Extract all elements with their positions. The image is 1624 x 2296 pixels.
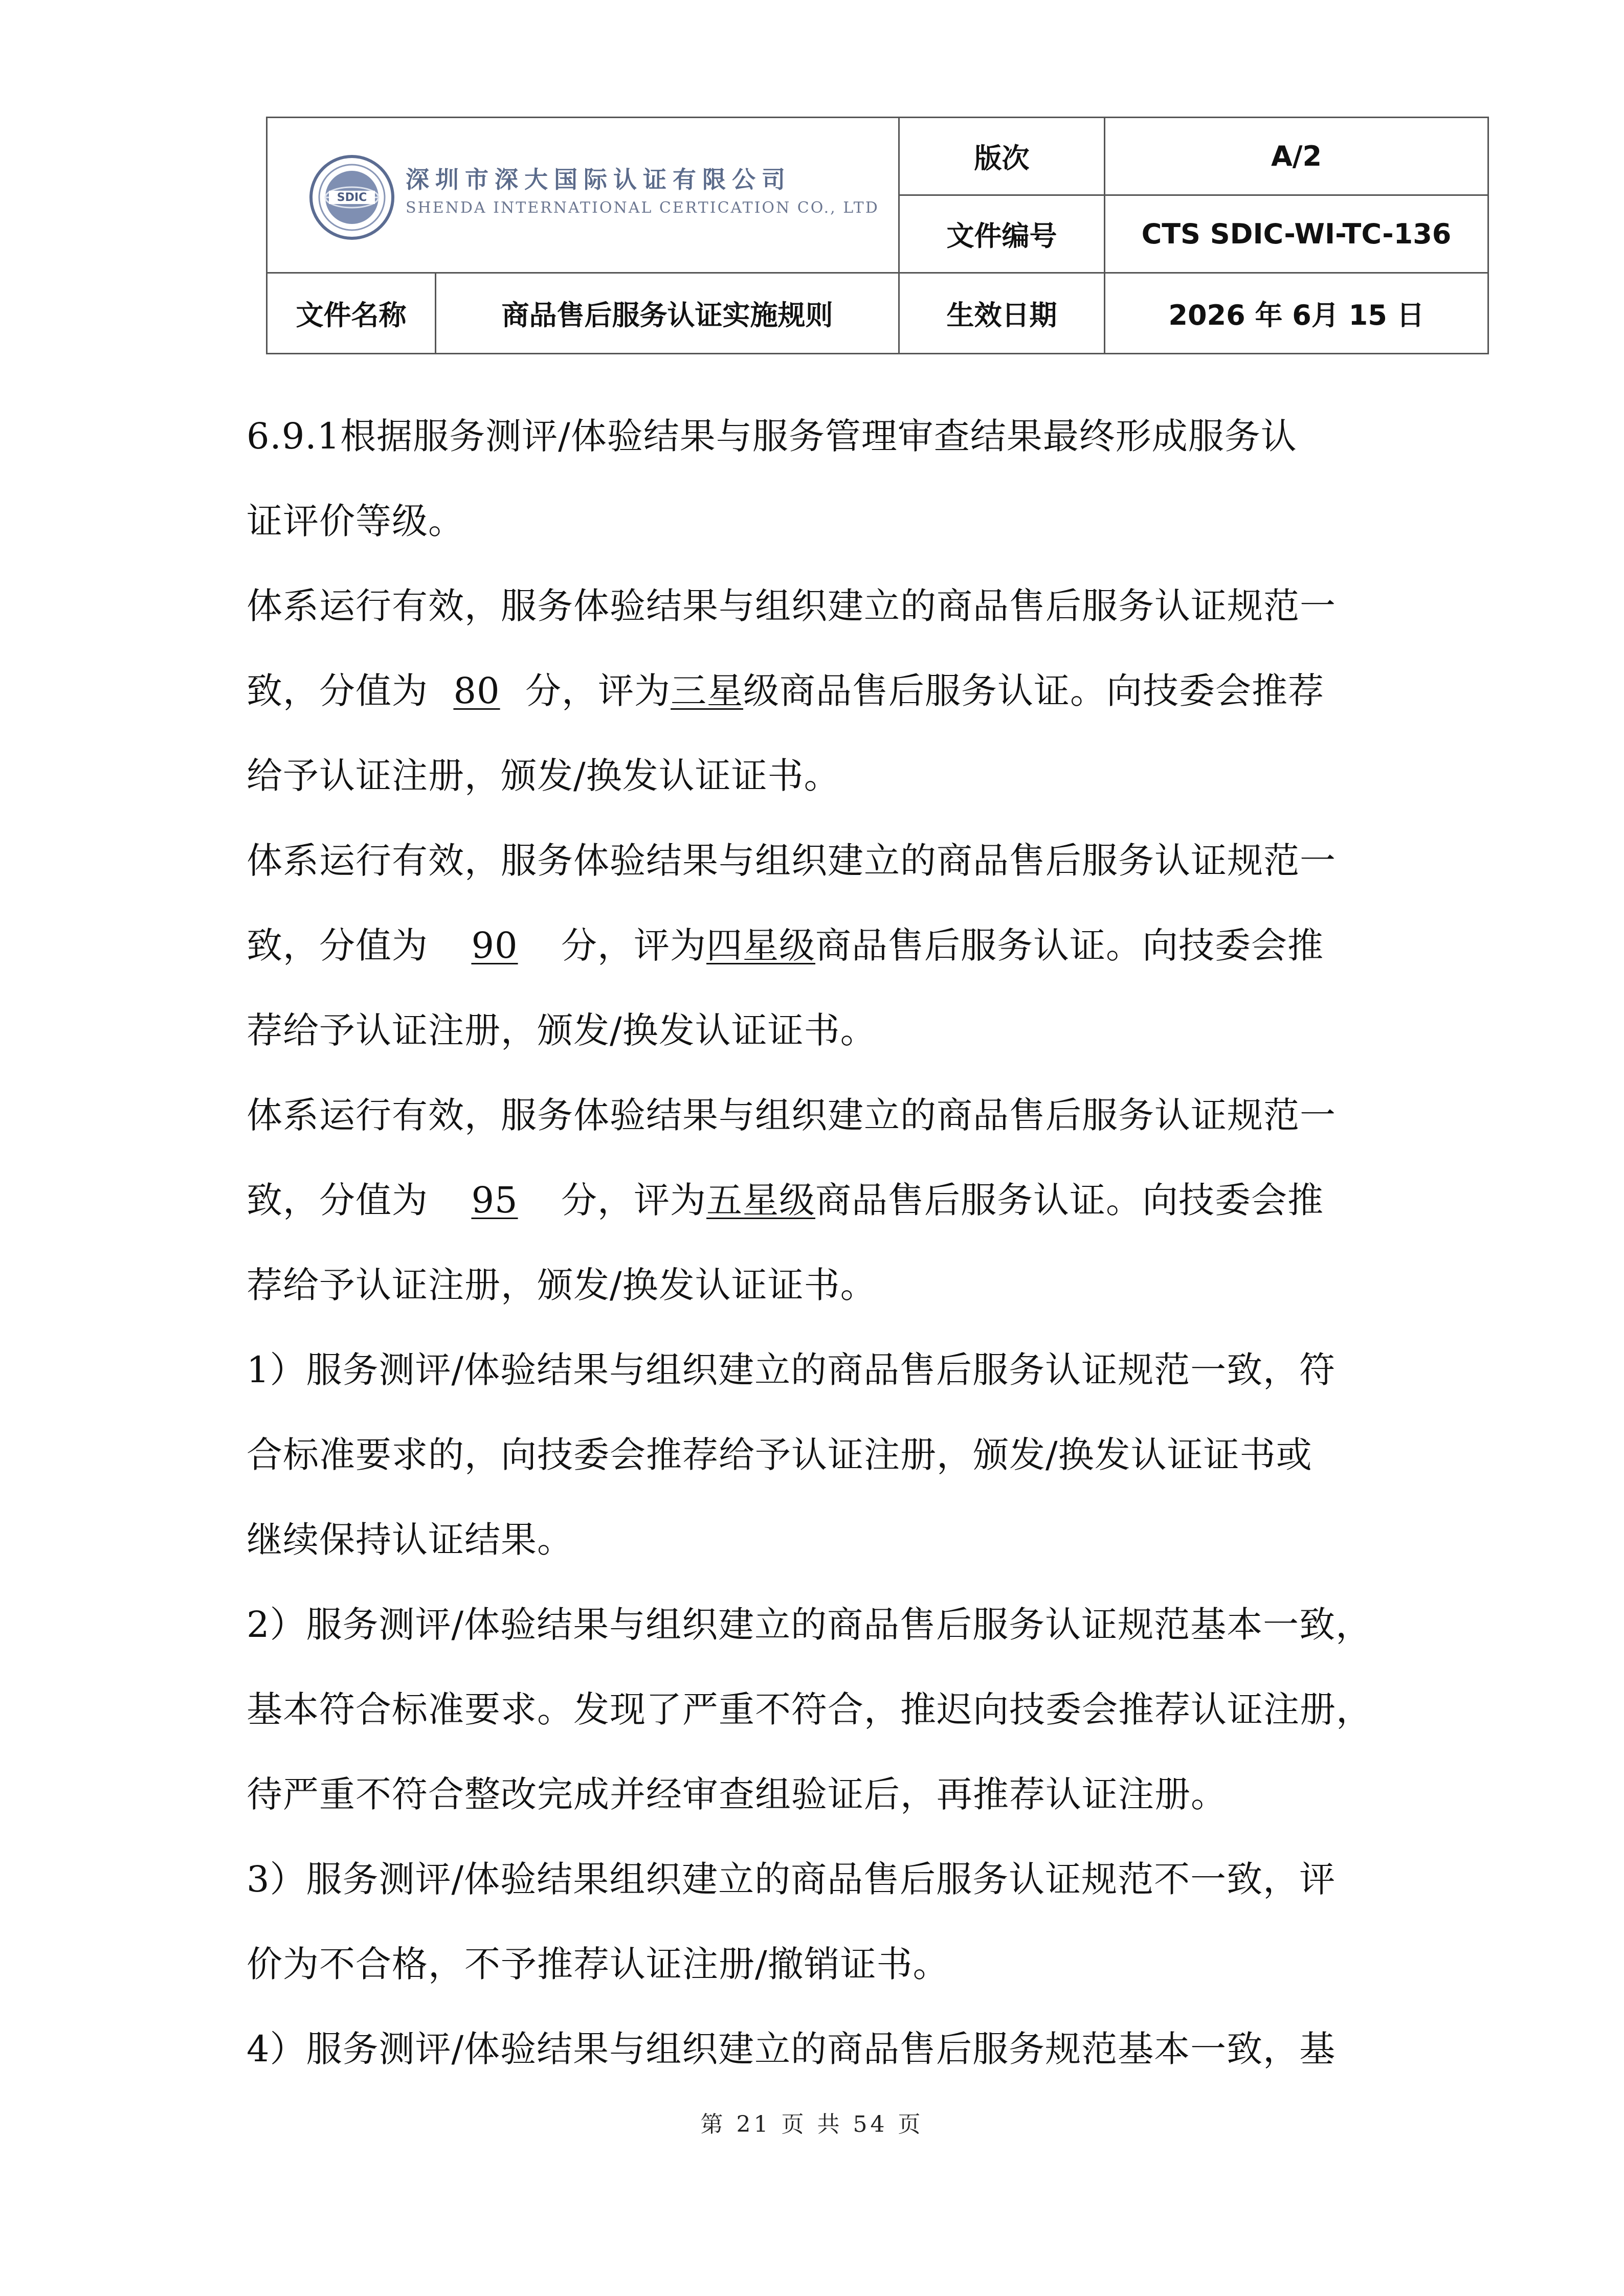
company-name-en: SHENDA INTERNATIONAL CERTICATION CO., LTD bbox=[406, 199, 879, 217]
item1-line: 1）服务测评/体验结果与组织建立的商品售后服务认证规范一致，符 bbox=[247, 1349, 1336, 1391]
tier3-line: 体系运行有效，服务体验结果与组织建立的商品售后服务认证规范一 bbox=[247, 585, 1336, 627]
company-name-cn: 深圳市深大国际认证有限公司 bbox=[406, 166, 791, 193]
tier5-score: 95 bbox=[471, 1179, 518, 1221]
tier4-score: 90 bbox=[471, 925, 518, 966]
tier4-line: 体系运行有效，服务体验结果与组织建立的商品售后服务认证规范一 bbox=[247, 840, 1336, 882]
tier5-line: 荐给予认证注册，颁发/换发认证证书。 bbox=[247, 1264, 877, 1306]
item3-line: 3）服务测评/体验结果组织建立的商品售后服务认证规范不一致，评 bbox=[247, 1858, 1336, 1900]
tier4-line: 荐给予认证注册，颁发/换发认证证书。 bbox=[247, 1009, 877, 1051]
item2-line: 2）服务测评/体验结果与组织建立的商品售后服务认证规范基本一致， bbox=[247, 1604, 1372, 1646]
item3-line: 价为不合格，不予推荐认证注册/撤销证书。 bbox=[247, 1943, 949, 1985]
tier4-score-line: 致，分值为 90 分，评为四星级商品售后服务认证。向技委会推 bbox=[247, 903, 1387, 988]
doc-number-value: CTS SDIC-WI-TC-136 bbox=[1105, 195, 1488, 273]
document-header-table bbox=[266, 117, 1489, 354]
tier4-grade: 四星级 bbox=[706, 925, 815, 966]
doc-name-value: 商品售后服务认证实施规则 bbox=[436, 273, 899, 354]
doc-name-label: 文件名称 bbox=[267, 273, 436, 354]
version-value: A/2 bbox=[1105, 118, 1488, 195]
doc-number-label: 文件编号 bbox=[899, 195, 1105, 273]
item1-line: 继续保持认证结果。 bbox=[247, 1519, 573, 1561]
page-footer: 第 21 页 共 54 页 bbox=[700, 2111, 924, 2137]
paragraph-line: 证评价等级。 bbox=[247, 500, 464, 542]
document-body bbox=[247, 394, 1387, 2091]
tier5-score-line: 致，分值为 95 分，评为五星级商品售后服务认证。向技委会推 bbox=[247, 1158, 1387, 1243]
tier5-line: 体系运行有效，服务体验结果与组织建立的商品售后服务认证规范一 bbox=[247, 1094, 1336, 1136]
item2-line: 基本符合标准要求。发现了严重不符合，推迟向技委会推荐认证注册， bbox=[247, 1689, 1372, 1730]
tier3-score-line: 致，分值为 80 分，评为三星级商品售后服务认证。向技委会推荐 bbox=[247, 648, 1387, 733]
tier3-score: 80 bbox=[453, 670, 500, 712]
effective-date-label: 生效日期 bbox=[899, 273, 1105, 354]
company-logo bbox=[308, 154, 922, 241]
logo-text: SDIC bbox=[337, 191, 367, 204]
effective-date-value: 2026 年 6月 15 日 bbox=[1105, 273, 1488, 354]
tier3-grade: 三星 bbox=[671, 670, 743, 712]
paragraph-line: 6.9.1根据服务测评/体验结果与服务管理审查结果最终形成服务认 bbox=[247, 415, 1297, 457]
sdic-seal-icon bbox=[308, 154, 395, 241]
version-label: 版次 bbox=[899, 118, 1105, 195]
item1-line: 合标准要求的，向技委会推荐给予认证注册，颁发/换发认证证书或 bbox=[247, 1434, 1312, 1476]
item2-line: 待严重不符合整改完成并经审查组验证后，再推荐认证注册。 bbox=[247, 1773, 1227, 1815]
item4-line: 4）服务测评/体验结果与组织建立的商品售后服务规范基本一致，基 bbox=[247, 2028, 1336, 2070]
tier3-line: 给予认证注册，颁发/换发认证证书。 bbox=[247, 755, 840, 797]
tier5-grade: 五星级 bbox=[706, 1179, 815, 1221]
company-logo-cell bbox=[267, 118, 899, 273]
